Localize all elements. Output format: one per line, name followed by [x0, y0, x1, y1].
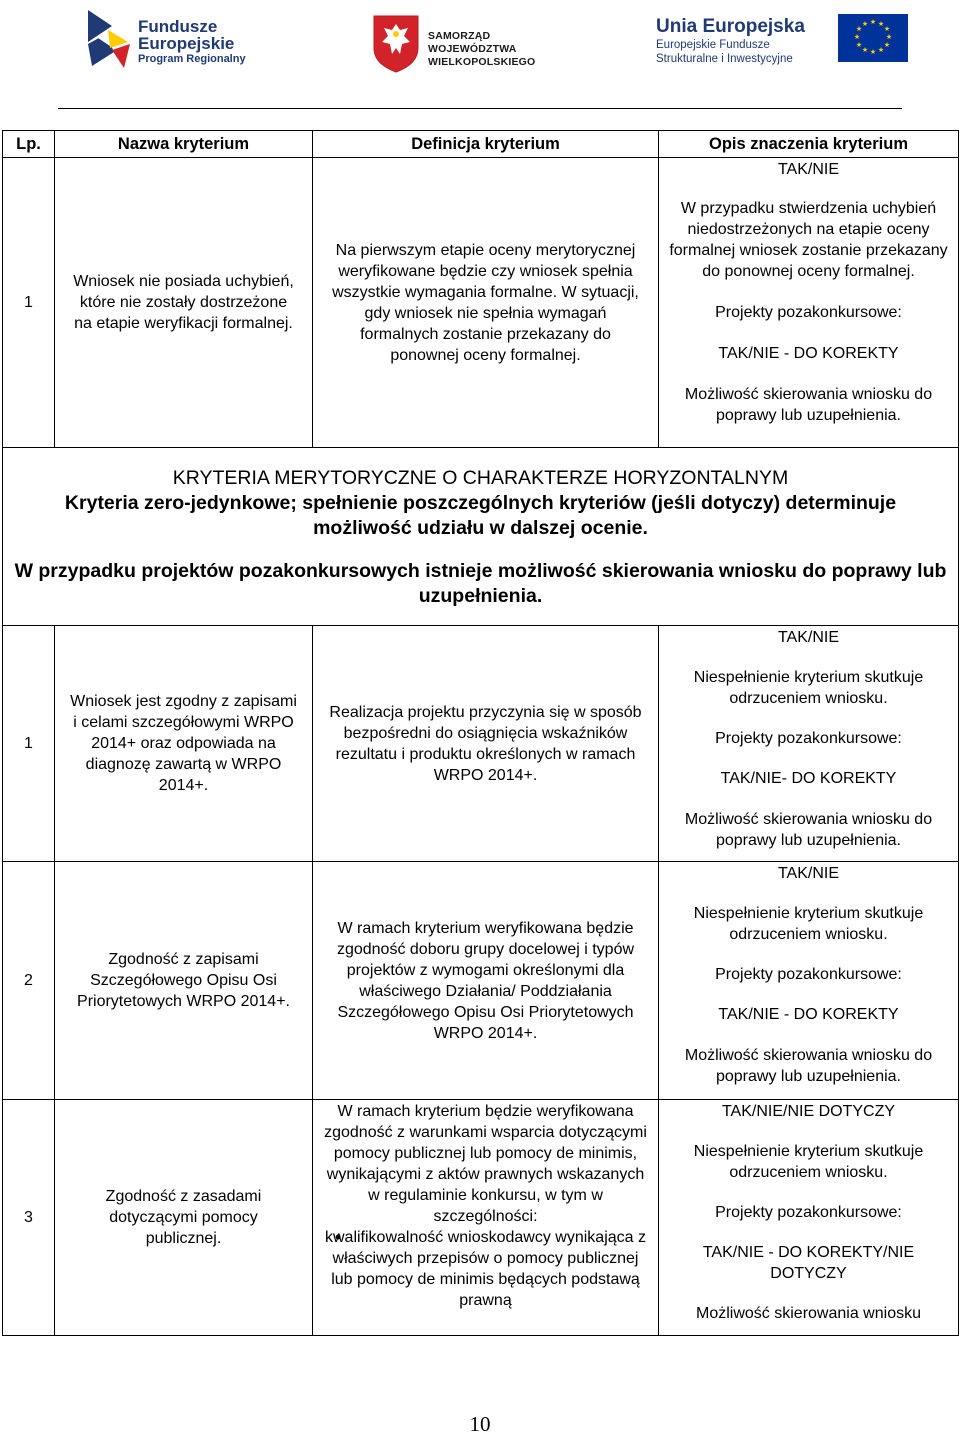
desc-consequence: Niespełnienie kryterium skutkuje odrzuceniem wniosku.: [693, 669, 924, 707]
section-heading-row: [3, 448, 959, 626]
row-lp: 1: [3, 626, 55, 862]
desc-pozakonkursowe: Projekty pozakonkursowe:: [715, 730, 902, 747]
svg-text:★: ★: [883, 25, 891, 33]
desc-answer: TAK/NIE: [777, 161, 840, 178]
svg-text:★: ★: [883, 41, 891, 49]
header-description: Opis znaczenia kryterium: [659, 131, 959, 158]
table-row: [3, 158, 959, 448]
desc-pozakonkursowe: Projekty pozakonkursowe:: [715, 1204, 902, 1221]
ue-logo-line2: Europejskie Fundusze: [656, 39, 770, 51]
row-description: [659, 1100, 959, 1336]
desc-pozakonkursowe: Projekty pozakonkursowe:: [715, 304, 902, 321]
section-subtitle: Kryteria zero-jedynkowe; spełnienie poszczególnych kryteriów (jeśli dotyczy) determinuje możliwość udziału w dalszej ocenie.: [64, 492, 897, 539]
row-name: Wniosek jest zgodny z zapisami i celami szczegółowymi WRPO 2014+ oraz odpowiada na diagnozę zawartą w WRPO 2014+.: [55, 626, 313, 862]
row-description: [659, 158, 959, 448]
svg-text:★: ★: [861, 20, 869, 28]
section-heading-cell: [3, 448, 959, 626]
svg-text:★: ★: [853, 33, 861, 41]
fe-logo-line3: Program Regionalny: [138, 53, 246, 65]
fe-logo-line1: Fundusze: [138, 17, 218, 36]
desc-answer: TAK/NIE: [777, 865, 840, 882]
criteria-table: [2, 130, 959, 1336]
row-lp: 2: [3, 862, 55, 1100]
header-name: Nazwa kryterium: [55, 131, 313, 158]
fundusze-europejskie-star-icon: [84, 8, 140, 72]
row-definition: [313, 1100, 659, 1336]
row-description: [659, 626, 959, 862]
svg-text:★: ★: [855, 41, 863, 49]
svg-text:★: ★: [869, 48, 877, 56]
desc-korekta: TAK/NIE - DO KOREKTY: [718, 345, 899, 362]
logo-unia-europejska: [656, 14, 908, 74]
wlkp-logo-line2: WIELKOPOLSKIEGO: [428, 56, 536, 68]
svg-text:★: ★: [855, 25, 863, 33]
section-note: W przypadku projektów pozakonkursowych istnieje możliwość skierowania wniosku do poprawy lub uzupełnienia.: [14, 560, 947, 607]
desc-korekta: TAK/NIE - DO KOREKTY/NIE DOTYCZY: [702, 1244, 915, 1282]
desc-answer: TAK/NIE/NIE DOTYCZY: [721, 1103, 896, 1120]
header-definition: Definicja kryterium: [313, 131, 659, 158]
row-lp: 3: [3, 1100, 55, 1336]
definition-text: W ramach kryterium będzie weryfikowana zgodność z warunkami wsparcia dotyczącymi pomocy publicznej lub pomocy de minimis, wynikającymi z aktów prawnych wskazanych w regulaminie konkursu, w tym w szczególności:: [324, 1103, 647, 1225]
row-definition: W ramach kryterium weryfikowana będzie zgodność doboru grupy docelowej i typów projektów z wymogami określonymi dla właściwego Działania/ Poddziałania Szczegółowego Opisu Osi Priorytetowych WRPO 2014+.: [313, 862, 659, 1100]
logo-fundusze-europejskie: [84, 8, 254, 70]
section-title: KRYTERIA MERYTORYCZNE O CHARAKTERZE HORYZONTALNYM: [172, 467, 789, 489]
wielkopolska-eagle-shield-icon: [372, 14, 420, 74]
table-row: [3, 862, 959, 1100]
desc-korekta: TAK/NIE- DO KOREKTY: [720, 770, 897, 787]
header-lp: Lp.: [3, 131, 55, 158]
desc-korekta: TAK/NIE - DO KOREKTY: [718, 1006, 899, 1023]
row-name: Zgodność z zapisami Szczegółowego Opisu Osi Priorytetowych WRPO 2014+.: [55, 862, 313, 1100]
desc-pozakonkursowe: Projekty pozakonkursowe:: [715, 966, 902, 983]
definition-bullet-list: [323, 1227, 648, 1311]
table-row: [3, 626, 959, 862]
list-item: • kwalifikowalność wnioskodawcy wynikająca z właściwych przepisów o pomocy publicznej lub pomocy de minimis będących podstawą prawną: [323, 1227, 648, 1311]
table-row: [3, 1100, 959, 1336]
desc-mozliwosc: Możliwość skierowania wniosku: [696, 1305, 921, 1322]
svg-text:★: ★: [877, 46, 885, 54]
eu-flag-icon: [838, 14, 908, 62]
row-name: Wniosek nie posiada uchybień, które nie zostały dostrzeżone na etapie weryfikacji formalnej.: [55, 158, 313, 448]
desc-consequence: W przypadku stwierdzenia uchybień niedostrzeżonych na etapie oceny formalnej wniosek zostanie przekazany do ponownej oceny formalnej.: [669, 200, 948, 280]
desc-mozliwosc: Możliwość skierowania wniosku do poprawy lub uzupełnienia.: [684, 811, 933, 849]
row-definition: Na pierwszym etapie oceny merytorycznej weryfikowane będzie czy wniosek spełnia wszystkie wymagania formalne. W sytuacji, gdy wniosek nie spełnia wymagań formalnych zostanie przekazany do ponownej oceny formalnej.: [313, 158, 659, 448]
row-lp: 1: [3, 158, 55, 448]
logo-samorzad-wielkopolski: [372, 14, 572, 74]
ue-logo-line1: Unia Europejska: [656, 16, 805, 37]
table-header-row: [3, 131, 959, 158]
desc-mozliwosc: Możliwość skierowania wniosku do poprawy lub uzupełnienia.: [684, 1047, 933, 1085]
row-description: [659, 862, 959, 1100]
page-number: 10: [469, 1412, 491, 1436]
svg-text:★: ★: [869, 18, 877, 26]
svg-text:★: ★: [877, 20, 885, 28]
ue-logo-line3: Strukturalne i Inwestycyjne: [656, 53, 793, 65]
svg-text:★: ★: [861, 46, 869, 54]
desc-mozliwosc: Możliwość skierowania wniosku do poprawy lub uzupełnienia.: [684, 386, 933, 424]
desc-consequence: Niespełnienie kryterium skutkuje odrzuceniem wniosku.: [693, 905, 924, 943]
fe-logo-line2: Europejskie: [138, 34, 235, 53]
wlkp-logo-line1: SAMORZĄD WOJEWÓDZTWA: [428, 30, 517, 55]
row-definition: Realizacja projektu przyczynia się w sposób bezpośredni do osiągnięcia wskaźników rezultatu i produktu określonych w ramach WRPO 2014+.: [313, 626, 659, 862]
desc-consequence: Niespełnienie kryterium skutkuje odrzuceniem wniosku.: [693, 1143, 924, 1181]
svg-text:★: ★: [885, 33, 893, 41]
desc-answer: TAK/NIE: [777, 629, 840, 646]
header-divider: [58, 108, 902, 109]
row-name: Zgodność z zasadami dotyczącymi pomocy publicznej.: [55, 1100, 313, 1336]
